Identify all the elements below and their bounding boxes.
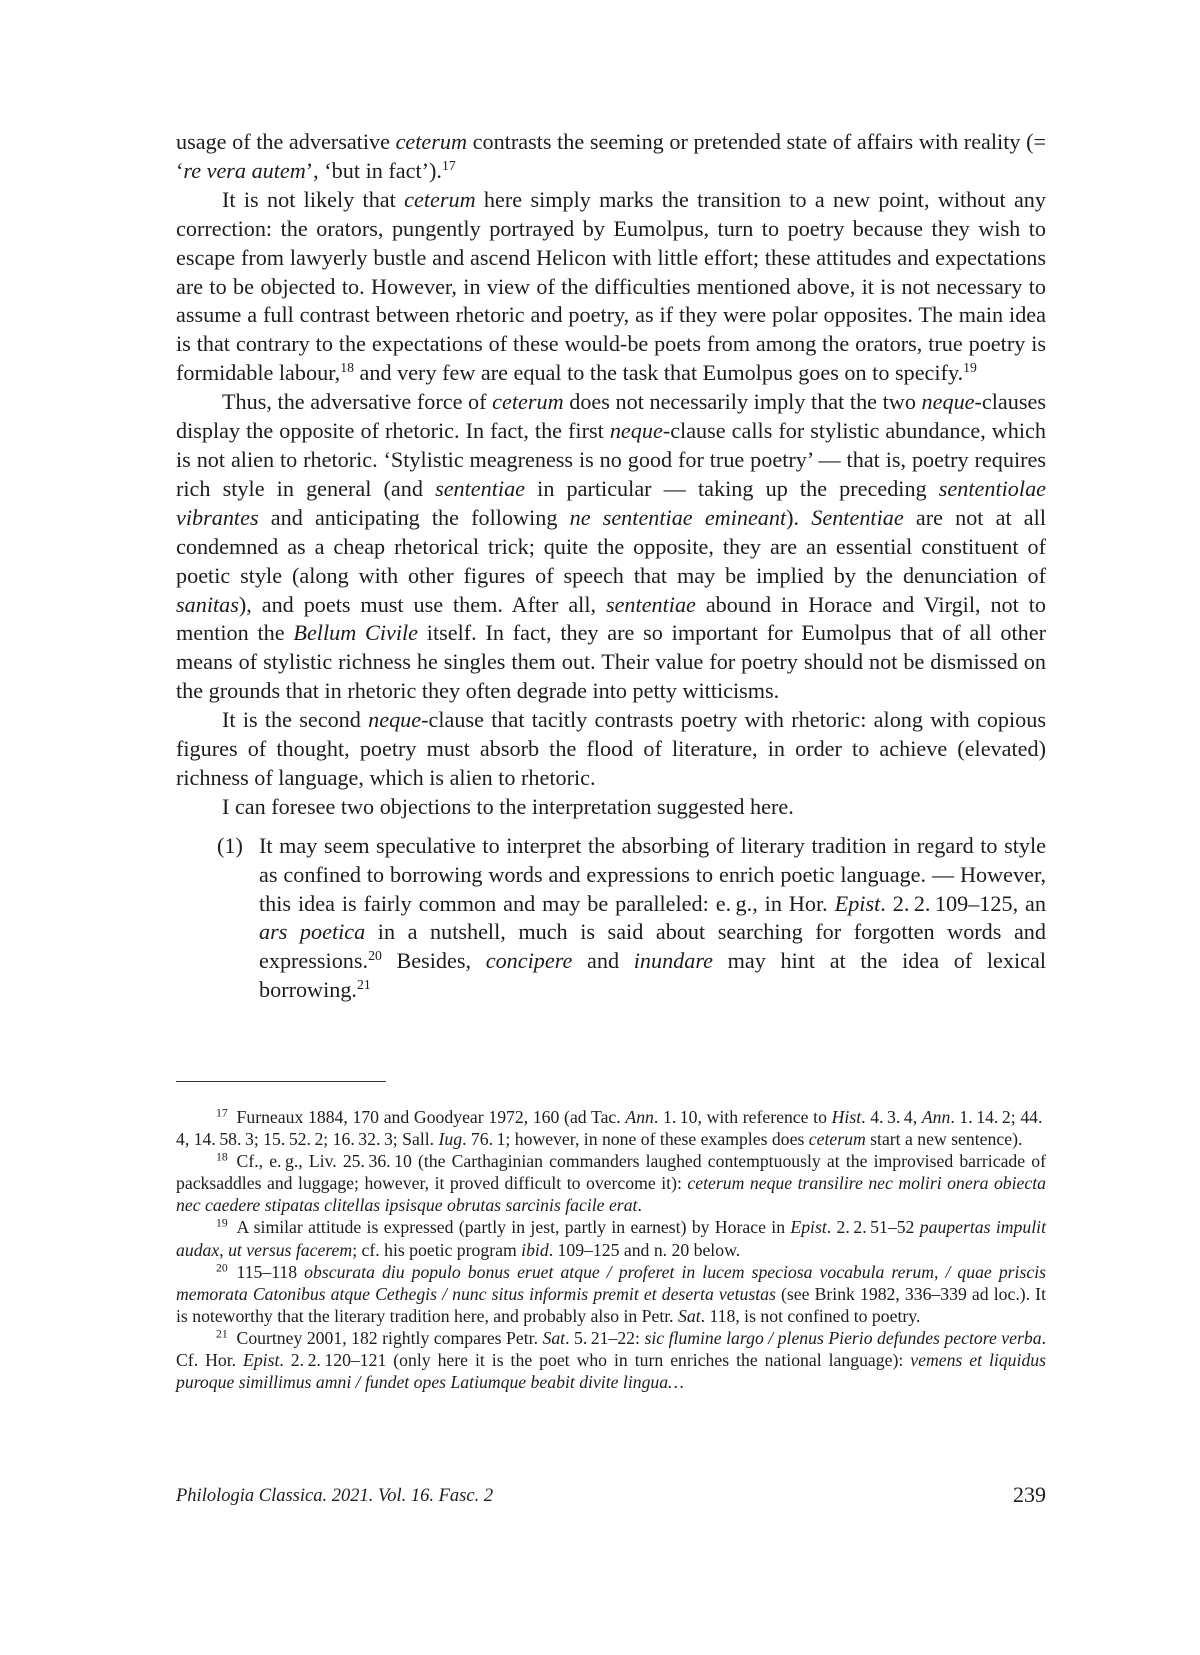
list-number: (1) [217,832,243,858]
footnote-18: $^{18}$ Cf., e. g., Liv. 25. 36. 10 (the Carthaginian commanders laughed contemptuously at the improvised barricade of packsaddles and luggage; however, it proved difficult to overcome it): ceterum neque transilire nec moliri onera obiecta nec caedere stipatas clitellas ipsisque obrutas sarcinis facile erat. [176,1150,1047,1216]
paragraph: I can foresee two objections to the interpretation suggested here. [222,793,794,819]
footnote-19: $^{19}$ A similar attitude is expressed (partly in jest, partly in earnest) by Horace in Epist. 2. 2. 51–52 paupertas impulit audax, ut versus facerem; cf. his poetic program ibid. 109–125 and n. 20 below. [176,1217,1046,1260]
footnotes [176,1106,1046,1393]
numbered-objection [217,832,1046,1005]
paragraph: Thus, the adversative force of ceterum does not necessarily imply that the two neque-clauses display the opposite of rhetoric. In fact, the first neque-clause calls for stylistic abundance, which is not alien to rhetoric. ‘Stylistic meagreness is no good for true poetry’ — that is, poetry requires rich style in general (and sententiae in particular — taking up the preceding sententiolae vibrantes and anticipating the following ne sententiae emineant). Sententiae are not at all condemned as a cheap rhetorical trick; quite the opposite, they are an essential constituent of poetic style (along with other figures of speech that may be implied by the denunciation of sanitas), and poets must use them. After all, sententiae abound in Horace and Virgil, not to mention the Bellum Civile itself. In fact, they are so important for Eumolpus that of all other means of stylistic richness he singles them out. Their value for poetry should not be dismissed on the grounds that in rhetoric they often degrade into petty witticisms. [176,389,1047,704]
list-item-text: It may seem speculative to interpret the absorbing of literary tradition in regard to style as confined to borrowing words and expressions to enrich poetic language. — However, this idea is fairly common and may be paralleled: e. g., in Hor. Epist. 2. 2. 109–125, an ars poetica in a nutshell, much is said about searching for forgotten words and expressions.$^{20}$ Besides, concipere and inundare may hint at the idea of lexical borrowing.$^{21}$ [259,832,1046,1003]
page-number: 239 [1013,1482,1046,1507]
footnote-20: $^{20}$ 115–118 obscurata diu populo bonus eruet atque / proferet in lucem speciosa vocabula rerum, / quae priscis memorata Catonibus atque Cethegis / nunc situs informis premit et deserta vetustas (see Brink 1982, 336–339 ad loc.). It is noteworthy that the literary tradition here, and probably also in Petr. Sat. 118, is not confined to poetry. [176,1261,1047,1326]
paragraph: usage of the adversative ceterum contrasts the seeming or pretended state of affairs with reality (= ‘re vera autem’, ‘but in fact’).$^{17}$ [176,129,1046,183]
page-footer [176,1482,1046,1507]
paragraph: It is the second neque-clause that tacitly contrasts poetry with rhetoric: along with copious figures of thought, poetry must absorb the flood of literature, in order to achieve (elevated) richness of language, which is alien to rhetoric. [176,707,1046,790]
footnote-17: $^{17}$ Furneaux 1884, 170 and Goodyear 1972, 160 (ad Tac. Ann. 1. 10, with reference to Hist. 4. 3. 4, Ann. 1. 14. 2; 44. 4, 14. 58. 3; 15. 52. 2; 16. 32. 3; Sall. Iug. 76. 1; however, in none of these examples does ceterum start a new sentence). [176,1106,1046,1150]
main-text [176,128,1046,1005]
journal-citation: Philologia Classica. 2021. Vol. 16. Fasc. 2 [176,1486,494,1506]
footnote-divider [176,1081,386,1082]
paragraph: It is not likely that ceterum here simply marks the transition to a new point, without any correction: the orators, pungently portrayed by Eumolpus, turn to poetry because they wish to escape from lawyerly bustle and ascend Helicon with little effort; these attitudes and expectations are to be objected to. However, in view of the difficulties mentioned above, it is not necessary to assume a full contrast between rhetoric and poetry, as if they were polar opposites. The main idea is that contrary to the expectations of these would-be poets from among the orators, true poetry is formidable labour,$^{18}$ and very few are equal to the task that Eumolpus goes on to specify.$^{19}$ [176,186,1046,386]
footnote-21: $^{21}$ Courtney 2001, 182 rightly compares Petr. Sat. 5. 21–22: sic flumine largo / plenus Pierio defundes pectore verba. Cf. Hor. Epist. 2. 2. 120–121 (only here it is the poet who in turn enriches the national language): vemens et liquidus puroque simillimus amni / fundet opes Latiumque beabit divite lingua… [176,1327,1047,1393]
